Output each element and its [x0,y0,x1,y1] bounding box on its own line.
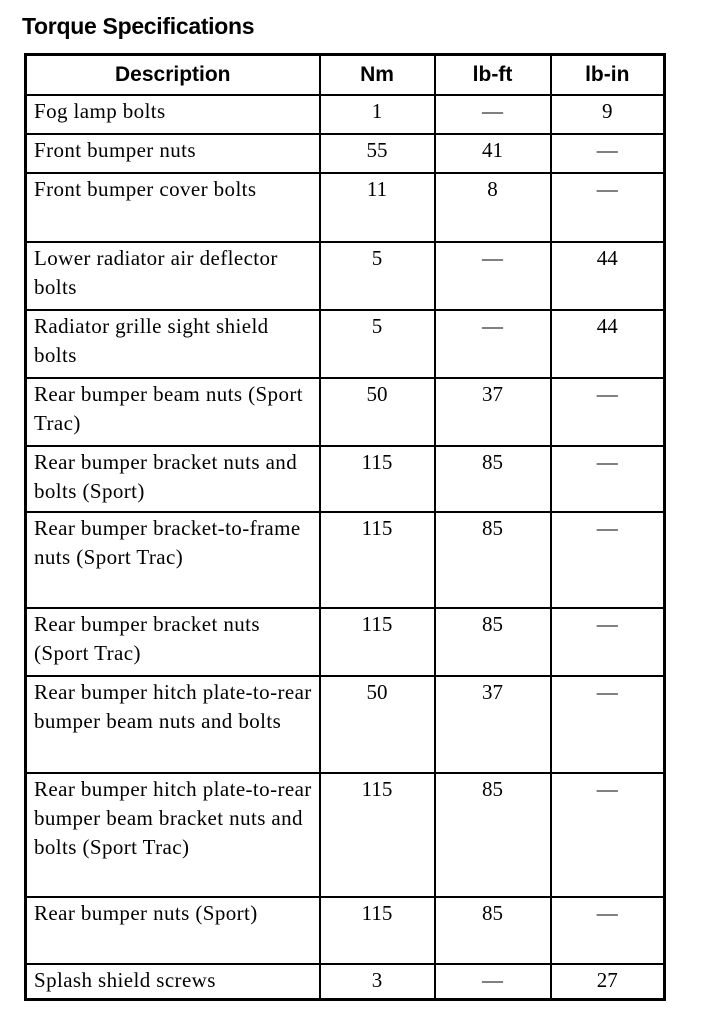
lb-ft-cell: 37 [435,676,551,773]
nm-cell: 11 [320,173,435,242]
column-header-description: Description [26,55,320,96]
table-row [26,242,665,310]
table-row [26,95,665,134]
lb-ft-cell: 85 [435,608,551,676]
lb-in-cell: — [551,773,665,897]
lb-in-cell: — [551,134,665,173]
lb-in-cell: 27 [551,964,665,999]
torque-spec-table [24,53,666,1001]
nm-cell: 115 [320,608,435,676]
description-cell: Rear bumper bracket nuts and bolts (Sport) [26,446,320,512]
table-row [26,512,665,608]
table-row [26,446,665,512]
description-cell: Lower radiator air deflector bolts [26,242,320,310]
lb-ft-cell: 37 [435,378,551,446]
lb-in-cell: — [551,608,665,676]
description-cell: Rear bumper hitch plate-to-rear bumper beam nuts and bolts [26,676,320,773]
page-title: Torque Specifications [22,13,255,39]
description-cell: Fog lamp bolts [26,95,320,134]
table-row [26,608,665,676]
description-cell: Rear bumper nuts (Sport) [26,897,320,964]
description-cell: Front bumper nuts [26,134,320,173]
column-header-nm: Nm [320,55,435,96]
lb-in-cell: — [551,173,665,242]
nm-cell: 5 [320,242,435,310]
nm-cell: 115 [320,512,435,608]
table-row [26,173,665,242]
table-row [26,897,665,964]
lb-ft-cell: 41 [435,134,551,173]
lb-in-cell: 44 [551,242,665,310]
header-row [26,55,665,96]
description-cell: Front bumper cover bolts [26,173,320,242]
lb-ft-cell: — [435,95,551,134]
lb-ft-cell: 85 [435,897,551,964]
description-cell: Rear bumper hitch plate-to-rear bumper beam bracket nuts and bolts (Sport Trac) [26,773,320,897]
table-row [26,773,665,897]
lb-ft-cell: 85 [435,773,551,897]
nm-cell: 3 [320,964,435,999]
nm-cell: 1 [320,95,435,134]
nm-cell: 55 [320,134,435,173]
nm-cell: 115 [320,897,435,964]
description-cell: Rear bumper bracket-to-frame nuts (Sport Trac) [26,512,320,608]
nm-cell: 50 [320,676,435,773]
lb-in-cell: — [551,676,665,773]
column-header-lb-ft: lb-ft [435,55,551,96]
lb-ft-cell: 85 [435,512,551,608]
description-cell: Splash shield screws [26,964,320,999]
lb-in-cell: 44 [551,310,665,378]
nm-cell: 115 [320,773,435,897]
table-row [26,964,665,999]
lb-in-cell: — [551,897,665,964]
lb-ft-cell: — [435,242,551,310]
lb-in-cell: — [551,446,665,512]
lb-ft-cell: — [435,310,551,378]
description-cell: Rear bumper beam nuts (Sport Trac) [26,378,320,446]
nm-cell: 5 [320,310,435,378]
lb-ft-cell: 8 [435,173,551,242]
lb-in-cell: — [551,378,665,446]
lb-in-cell: 9 [551,95,665,134]
table-row [26,676,665,773]
table-row [26,378,665,446]
nm-cell: 115 [320,446,435,512]
lb-ft-cell: — [435,964,551,999]
description-cell: Rear bumper bracket nuts (Sport Trac) [26,608,320,676]
column-header-lb-in: lb-in [551,55,665,96]
lb-ft-cell: 85 [435,446,551,512]
description-cell: Radiator grille sight shield bolts [26,310,320,378]
table-row [26,310,665,378]
nm-cell: 50 [320,378,435,446]
lb-in-cell: — [551,512,665,608]
table-row [26,134,665,173]
